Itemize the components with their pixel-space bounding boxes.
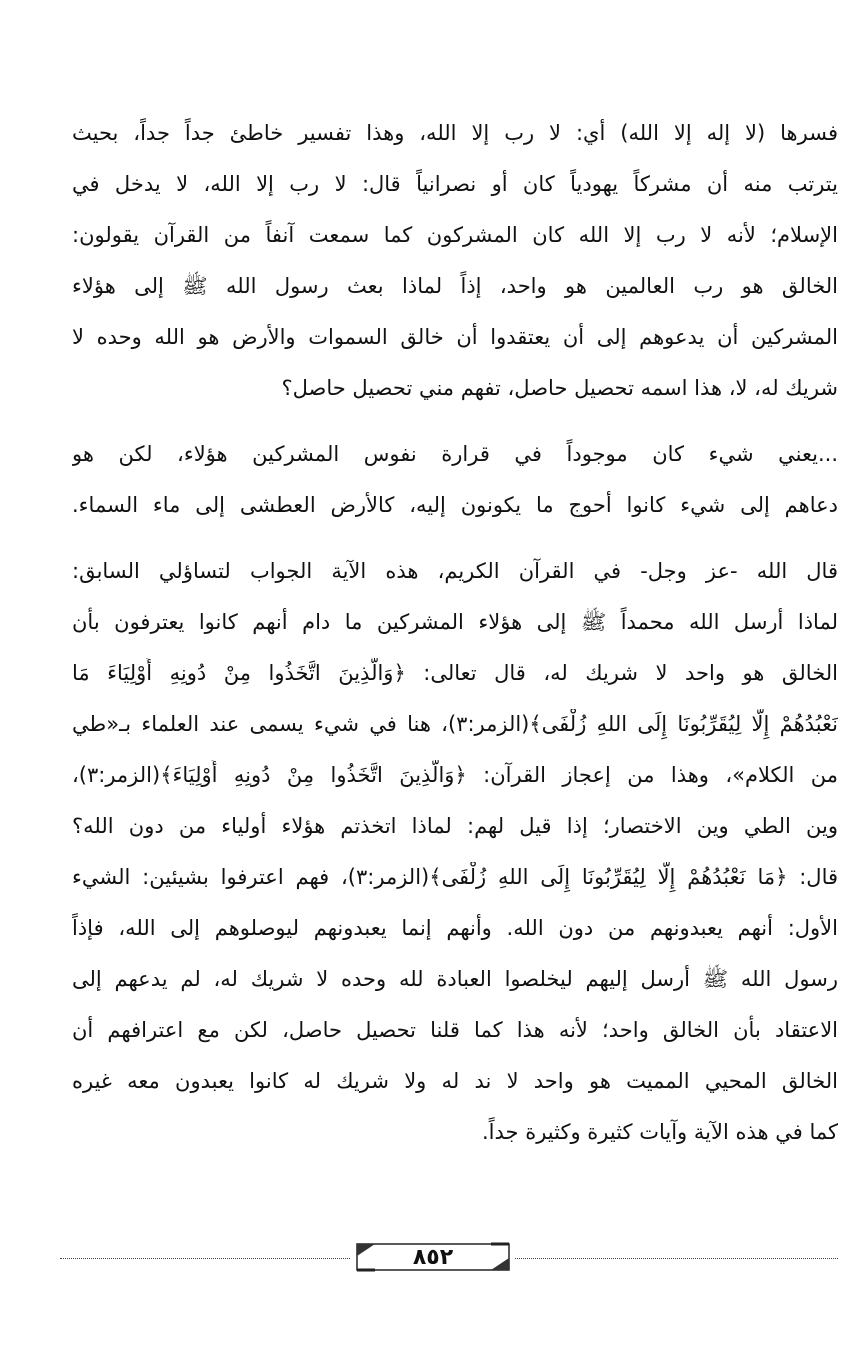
text-line: الخالق المحيي المميت هو واحد لا ند له ولا شريك له كانوا يعبدون معه غيره: [72, 1069, 838, 1093]
text-line: كما في هذه الآية وآيات كثيرة وكثيرة جداً.: [482, 1120, 838, 1144]
paragraph-gap: [72, 424, 838, 439]
text-line: لماذا أرسل الله محمداً ﷺ إلى هؤلاء المشركين ما دام أنهم كانوا يعترفون بأن: [72, 610, 838, 634]
paragraph: [72, 118, 838, 424]
footer-divider-left: [60, 1258, 350, 1259]
text-line: من الكلام»، وهذا من إعجاز القرآن: ﴿وَالَّذِينَ اتَّخَذُوا مِنْ دُونِهِ أَوْلِيَاءَ﴾(الزمر:٣)،: [72, 763, 838, 787]
paragraph: [72, 556, 838, 1168]
text-line: الاعتقاد بأن الخالق واحد؛ لأنه هذا كما قلنا تحصيل حاصل، لكن مع اعترافهم أن: [72, 1018, 838, 1042]
page-number: ٨٥٢: [412, 1245, 454, 1270]
text-line: يترتب منه أن مشركاً يهودياً كان أو نصرانياً قال: لا رب إلا الله، لا يدخل في: [72, 172, 838, 196]
text-line: الخالق هو رب العالمين هو واحد، إذاً لماذا بعث رسول الله ﷺ إلى هؤلاء: [72, 274, 838, 298]
text-line: الخالق هو واحد لا شريك له، قال تعالى: ﴿وَالَّذِينَ اتَّخَذُوا مِنْ دُونِهِ أَوْلِيَاءَ مَا: [72, 661, 838, 685]
text-line: نَعْبُدُهُمْ إِلَّا لِيُقَرِّبُونَا إِلَى اللهِ زُلْفَى﴾(الزمر:٣)، هنا في شيء يسمى عند العلماء بـ«طي: [72, 712, 838, 736]
page-body: [72, 118, 838, 1168]
paragraph: [72, 439, 838, 541]
text-line: فسرها (لا إله إلا الله) أي: لا رب إلا الله، وهذا تفسير خاطئ جداً جداً، بحيث: [72, 121, 838, 145]
page-footer: [60, 1236, 838, 1276]
text-line: رسول الله ﷺ أرسل إليهم ليخلصوا العبادة لله وحده لا شريك له، لم يدعهم إلى: [72, 967, 838, 991]
text-line: دعاهم إلى شيء كانوا أحوج ما يكونون إليه، كالأرض العطشى إلى ماء السماء.: [72, 493, 838, 517]
text-line: المشركين أن يدعوهم إلى أن يعتقدوا أن خالق السموات والأرض هو الله وحده لا: [72, 325, 838, 349]
text-line: قال: ﴿مَا نَعْبُدُهُمْ إِلَّا لِيُقَرِّبُونَا إِلَى اللهِ زُلْفَى﴾(الزمر:٣)، فهم اعترفوا بشيئين: الشيء: [72, 865, 838, 889]
text-line: شريك له، لا، هذا اسمه تحصيل حاصل، تفهم مني تحصيل حاصل؟: [281, 376, 838, 400]
text-line: وين الطي وين الاختصار؛ إذا قيل لهم: لماذا اتخذتم هؤلاء أولياء من دون الله؟: [72, 814, 838, 838]
text-line: الإسلام؛ لأنه لا رب إلا الله كان المشركون كما سمعت آنفاً من القرآن يقولون:: [72, 223, 838, 247]
text-line: قال الله -عز وجل- في القرآن الكريم، هذه الآية الجواب لتساؤلي السابق:: [72, 559, 838, 583]
paragraph-gap: [72, 541, 838, 556]
text-line: الأول: أنهم يعبدونهم من دون الله. وأنهم إنما يعبدونهم ليوصلوهم إلى الله، فإذاً: [72, 916, 838, 940]
footer-divider-right: [515, 1258, 838, 1259]
text-line: ...يعني شيء كان موجوداً في قرارة نفوس المشركين هؤلاء، لكن هو: [72, 442, 838, 466]
page-number-frame: [353, 1240, 513, 1274]
